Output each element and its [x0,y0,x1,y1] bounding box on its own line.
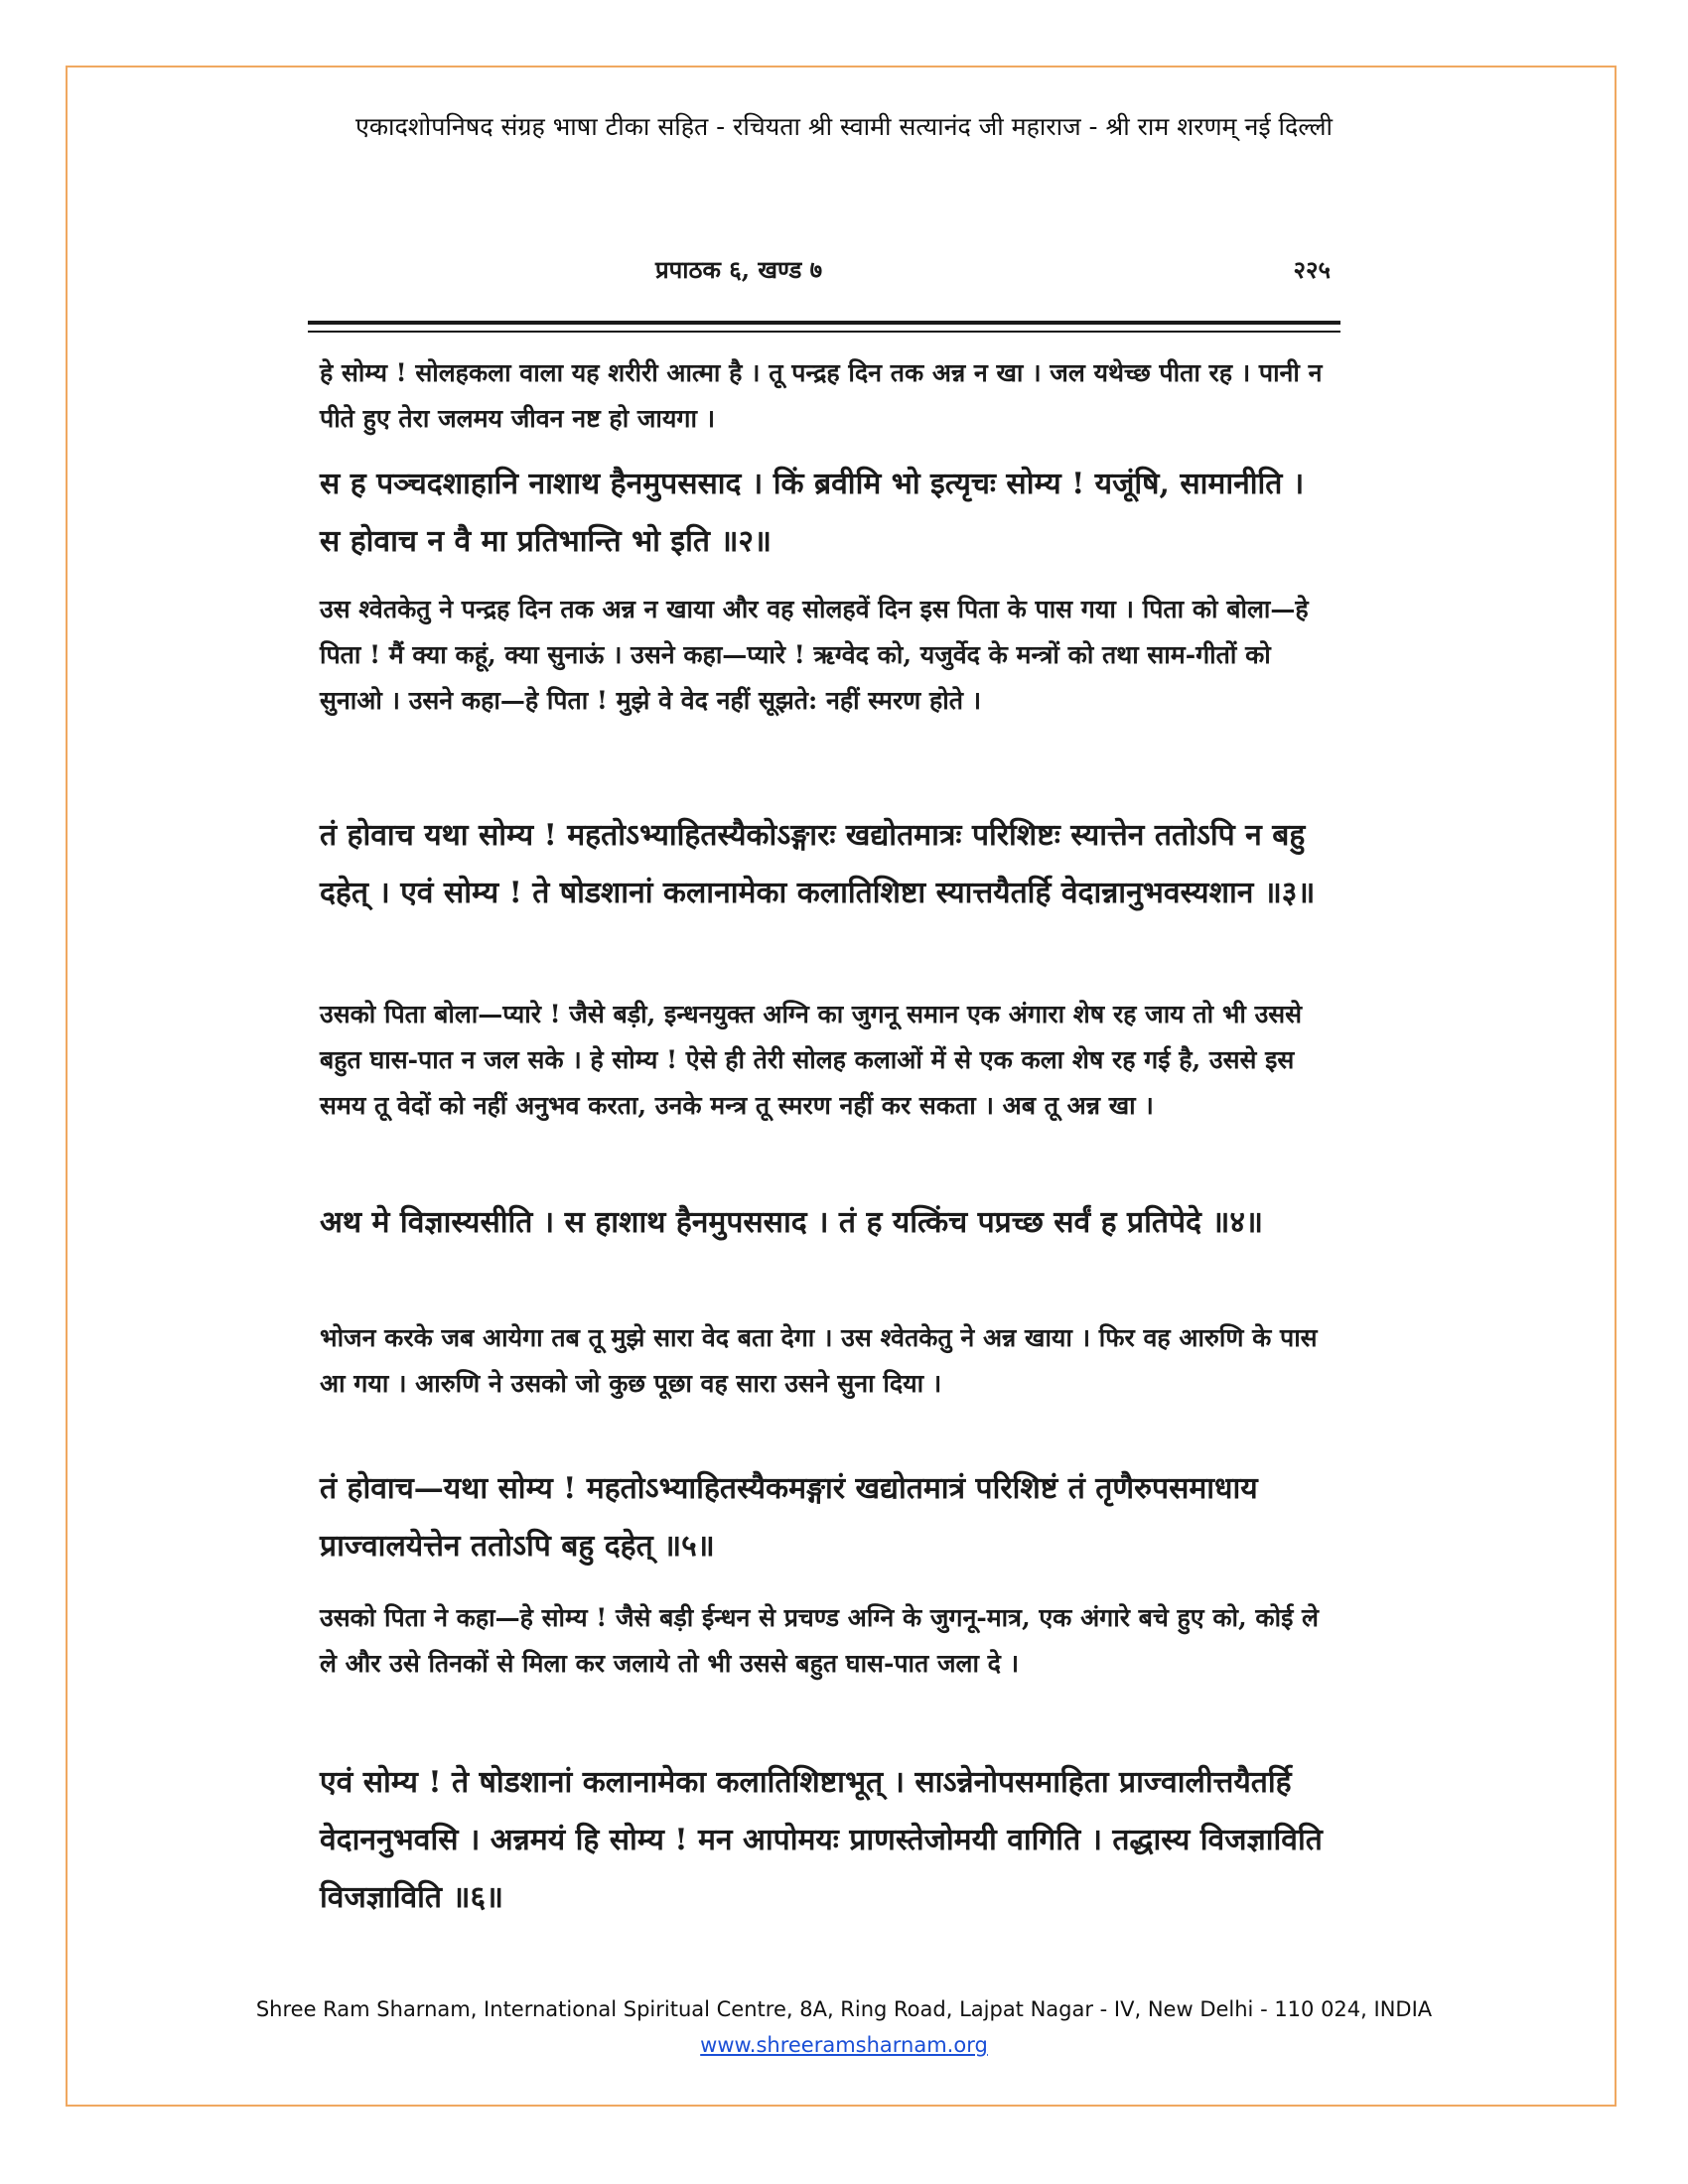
sanskrit-verse [320,456,1333,571]
translation-text: उसको पिता ने कहा—हे सोम्य ! जैसे बड़ी ईन्धन से प्रचण्ड अग्नि के जुगनू-मात्र, एक अंगारे बचे हुए को, कोई ले ले और उसे तिनकों से मिला कर जलाये तो भी उससे बहुत घास-पात जला दे । [320,1603,1320,1678]
verse-text: अथ मे विज्ञास्यसीति । स हाशाथ हैनमुपससाद । तं ह यत्किंच पप्रच्छ सर्वं ह प्रतिपेदे ॥४॥ [320,1205,1263,1240]
verse-text: तं होवाच यथा सोम्य ! महतोऽभ्याहितस्यैकोऽङ्गारः खद्योतमात्रः परिशिष्टः स्यात्तेन ततोऽपि न बहु दहेत् । एवं सोम्य ! ते षोडशानां कलानामेका कलातिशिष्टा स्यात्तयैतर्हि वेदान्नानुभवस्यशान ॥३॥ [320,818,1316,910]
translation-paragraph [320,992,1333,1129]
website-link[interactable]: www.shreeramsharnam.org [700,2033,988,2057]
translation-text: हे सोम्य ! सोलहकला वाला यह शरीरी आत्मा है । तू पन्द्रह दिन तक अन्न न खा । जल यथेच्छ पीता रह । पानी न पीते हुए तेरा जलमय जीवन नष्ट हो जायगा । [320,358,1323,433]
verse-text: एवं सोम्य ! ते षोडशानां कलानामेका कलातिशिष्टाभूत् । साऽन्नेनोपसमाहिता प्राज्वालीत्तयैतर्हि वेदाननुभवसि । अन्नमयं हि सोम्य ! मन आपोमयः प्राणस्तेजोमयी वागिति । तद्धास्य विजज्ञाविति विजज्ञाविति ॥६॥ [320,1765,1323,1915]
page-number: २२५ [1293,255,1331,284]
translation-paragraph [320,587,1333,724]
header-rule-thick [308,321,1340,325]
footer-address: Shree Ram Sharnam, International Spiritual Centre, 8A, Ring Road, Lajpat Nagar - IV, New Delhi - 110 024, INDIA [255,1997,1433,2021]
translation-text: भोजन करके जब आयेगा तब तू मुझे सारा वेद बता देगा । उस श्वेतकेतु ने अन्न खाया । फिर वह आरुणि के पास आ गया । आरुणि ने उसको जो कुछ पूछा वह सारा उसने सुना दिया । [320,1323,1318,1398]
scanned-page [298,243,1350,1931]
sanskrit-verse [320,1194,1333,1252]
translation-paragraph [320,1315,1333,1407]
translation-paragraph [320,350,1333,442]
footer-website [0,2033,1688,2057]
translation-text: उस श्वेतकेतु ने पन्द्रह दिन तक अन्न न खाया और वह सोलहवें दिन इस पिता के पास गया । पिता को बोला—हे पिता ! मैं क्या कहूं, क्या सुनाऊं । उसने कहा—प्यारे ! ऋग्वेद को, यजुर्वेद के मन्त्रों को तथा साम-गीतों को सुनाओ । उसने कहा—हे पिता ! मुझे वे वेद नहीं सूझते: नहीं स्मरण होते । [320,595,1309,715]
sanskrit-verse [320,807,1333,922]
translation-text: उसको पिता बोला—प्यारे ! जैसे बड़ी, इन्धनयुक्त अग्नि का जुगनू समान एक अंगारा शेष रह जाय तो भी उससे बहुत घास-पात न जल सके । हे सोम्य ! ऐसे ही तेरी सोलह कलाओं में से एक कला शेष रह गई है, उससे इस समय तू वेदों को नहीं अनुभव करता, उनके मन्त्र तू स्मरण नहीं कर सकता । अब तू अन्न खा । [320,1000,1303,1120]
sanskrit-verse [320,1460,1333,1575]
running-head-text: प्रपाठक ६, खण्ड ७ [655,255,823,284]
header-rule-thin [308,331,1340,333]
verse-text: तं होवाच—यथा सोम्य ! महतोऽभ्याहितस्यैकमङ्गारं खद्योतमात्रं परिशिष्टं तं तृणैरुपसमाधाय प्राज्वालयेत्तेन ततोऽपि बहु दहेत् ॥५॥ [320,1471,1258,1564]
translation-paragraph [320,1595,1333,1687]
document-header: एकादशोपनिषद संग्रह भाषा टीका सहित - रचियता श्री स्वामी सत्यानंद जी महाराज - श्री राम शरणम् नई दिल्ली [355,112,1333,141]
running-header [298,253,1350,293]
sanskrit-verse [320,1754,1333,1927]
verse-text: स ह पञ्चदशाहानि नाशाथ हैनमुपससाद । किं ब्रवीमि भो इत्यृचः सोम्य ! यजूंषि, सामानीति । स होवाच न वै मा प्रतिभान्ति भो इति ॥२॥ [320,467,1305,559]
